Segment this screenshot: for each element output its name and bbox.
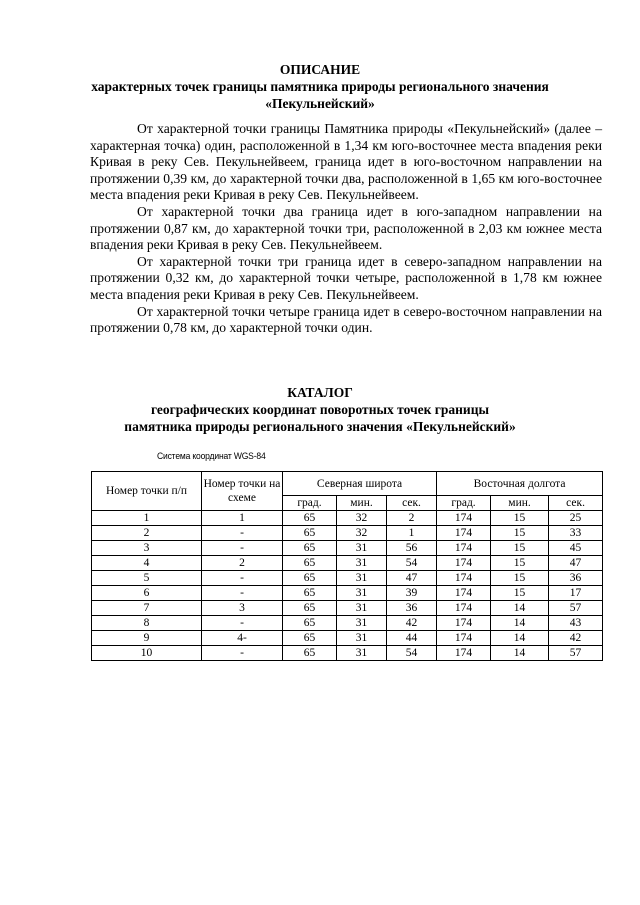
cell-lat-deg: 65 <box>283 616 337 631</box>
cell-lon-deg: 174 <box>437 556 491 571</box>
description-paragraph-2: От характерной точки два граница идет в юго-западном направлении на протяжении 0,87 км, до характерной точки три, расположенной в 2,03 км южнее места впадения реки Кривая в реку Сев. Пекульнейвеем. <box>90 203 602 253</box>
header-north-latitude: Северная широта <box>283 472 437 496</box>
cell-lon-sec: 45 <box>549 541 603 556</box>
cell-lon-min: 15 <box>491 556 549 571</box>
header-lon-sec: сек. <box>549 496 603 511</box>
cell-lon-deg: 174 <box>437 511 491 526</box>
catalog-subtitle-line2: памятника природы регионального значения «Пекульнейский» <box>124 419 516 434</box>
cell-lon-sec: 17 <box>549 586 603 601</box>
cell-lon-deg: 174 <box>437 631 491 646</box>
cell-lat-min: 31 <box>337 541 387 556</box>
cell-lon-sec: 42 <box>549 631 603 646</box>
cell-lat-min: 31 <box>337 601 387 616</box>
cell-lon-min: 15 <box>491 571 549 586</box>
table-row <box>92 556 603 571</box>
cell-lon-deg: 174 <box>437 616 491 631</box>
cell-lat-deg: 65 <box>283 541 337 556</box>
cell-point-number: 7 <box>92 601 202 616</box>
cell-lat-sec: 1 <box>387 526 437 541</box>
cell-lon-min: 14 <box>491 601 549 616</box>
cell-lat-deg: 65 <box>283 571 337 586</box>
cell-lat-min: 32 <box>337 511 387 526</box>
table-row <box>92 541 603 556</box>
cell-lat-deg: 65 <box>283 511 337 526</box>
cell-point-number: 2 <box>92 526 202 541</box>
cell-lon-sec: 47 <box>549 556 603 571</box>
cell-scheme-number: - <box>202 541 283 556</box>
description-subtitle-line2: «Пекульнейский» <box>265 96 375 111</box>
header-lat-min: мин. <box>337 496 387 511</box>
cell-lat-deg: 65 <box>283 631 337 646</box>
cell-lat-sec: 56 <box>387 541 437 556</box>
cell-scheme-number: - <box>202 586 283 601</box>
cell-lat-min: 31 <box>337 646 387 661</box>
cell-lon-deg: 174 <box>437 541 491 556</box>
cell-scheme-number: 4- <box>202 631 283 646</box>
cell-scheme-number: - <box>202 571 283 586</box>
cell-lon-sec: 33 <box>549 526 603 541</box>
cell-lat-sec: 54 <box>387 556 437 571</box>
description-title: ОПИСАНИЕ <box>279 62 361 77</box>
cell-lon-min: 15 <box>491 586 549 601</box>
cell-point-number: 4 <box>92 556 202 571</box>
table-header-row <box>92 472 603 496</box>
header-point-number: Номер точки п/п <box>92 472 202 511</box>
header-lat-sec: сек. <box>387 496 437 511</box>
cell-lat-deg: 65 <box>283 526 337 541</box>
table-row <box>92 571 603 586</box>
table-row <box>92 526 603 541</box>
cell-lon-deg: 174 <box>437 586 491 601</box>
coordinate-system-label: Система координат WGS-84 <box>157 451 266 462</box>
cell-lat-deg: 65 <box>283 601 337 616</box>
cell-lon-min: 15 <box>491 526 549 541</box>
cell-point-number: 6 <box>92 586 202 601</box>
cell-lat-min: 31 <box>337 631 387 646</box>
cell-scheme-number: - <box>202 526 283 541</box>
coordinates-table <box>91 471 603 661</box>
cell-lat-sec: 47 <box>387 571 437 586</box>
cell-lat-deg: 65 <box>283 556 337 571</box>
table-body <box>92 511 603 661</box>
cell-lon-sec: 43 <box>549 616 603 631</box>
cell-lat-sec: 36 <box>387 601 437 616</box>
cell-scheme-number: 2 <box>202 556 283 571</box>
cell-lat-min: 31 <box>337 586 387 601</box>
description-body <box>90 121 602 337</box>
cell-lon-sec: 57 <box>549 646 603 661</box>
header-east-longitude: Восточная долгота <box>437 472 603 496</box>
cell-lat-sec: 39 <box>387 586 437 601</box>
table-row <box>92 616 603 631</box>
description-subtitle-line1: характерных точек границы памятника природы регионального значения <box>91 79 549 94</box>
description-paragraph-1: От характерной точки границы Памятника природы «Пекульнейский» (далее – характерная точка) один, расположенной в 1,34 км юго-восточнее места впадения реки Кривая в реку Сев. Пекульнейвеем, граница идет в юго-восточном направлении на протяжении 0,39 км, до характерной точки два, расположенной в 1,65 км юго-восточнее места впадения реки Кривая в реку Сев. Пекульнейвеем. <box>90 121 602 203</box>
description-paragraph-3: От характерной точки три граница идет в северо-западном направлении на протяжении 0,32 км, до характерной точки четыре, расположенной в 1,78 км южнее места впадения реки Кривая в реку Сев. Пекульнейвеем. <box>90 253 602 302</box>
cell-scheme-number: - <box>202 646 283 661</box>
cell-lat-min: 31 <box>337 616 387 631</box>
cell-scheme-number: 1 <box>202 511 283 526</box>
cell-point-number: 5 <box>92 571 202 586</box>
cell-point-number: 8 <box>92 616 202 631</box>
catalog-subtitle-line1: географических координат поворотных точек границы <box>150 402 490 417</box>
cell-lon-min: 14 <box>491 616 549 631</box>
cell-scheme-number: 3 <box>202 601 283 616</box>
table-row <box>92 601 603 616</box>
cell-lon-sec: 25 <box>549 511 603 526</box>
cell-lon-deg: 174 <box>437 526 491 541</box>
cell-lon-min: 15 <box>491 511 549 526</box>
catalog-title: КАТАЛОГ <box>287 385 353 400</box>
header-lat-deg: град. <box>283 496 337 511</box>
cell-lon-min: 14 <box>491 631 549 646</box>
cell-lon-min: 14 <box>491 646 549 661</box>
table-row <box>92 631 603 646</box>
header-lon-deg: град. <box>437 496 491 511</box>
cell-lat-min: 31 <box>337 556 387 571</box>
cell-point-number: 3 <box>92 541 202 556</box>
cell-lat-sec: 54 <box>387 646 437 661</box>
cell-scheme-number: - <box>202 616 283 631</box>
description-paragraph-4: От характерной точки четыре граница идет в северо-восточном направлении на протяжении 0,78 км, до характерной точки один. <box>90 303 602 336</box>
cell-lon-min: 15 <box>491 541 549 556</box>
cell-lon-sec: 57 <box>549 601 603 616</box>
cell-point-number: 9 <box>92 631 202 646</box>
header-lon-min: мин. <box>491 496 549 511</box>
cell-point-number: 1 <box>92 511 202 526</box>
cell-lat-deg: 65 <box>283 586 337 601</box>
cell-point-number: 10 <box>92 646 202 661</box>
header-scheme-number: Номер точки на схеме <box>202 472 283 511</box>
table-row <box>92 511 603 526</box>
cell-lon-deg: 174 <box>437 646 491 661</box>
cell-lon-deg: 174 <box>437 571 491 586</box>
cell-lon-deg: 174 <box>437 601 491 616</box>
cell-lon-sec: 36 <box>549 571 603 586</box>
table-row <box>92 586 603 601</box>
cell-lat-deg: 65 <box>283 646 337 661</box>
cell-lat-sec: 2 <box>387 511 437 526</box>
cell-lat-min: 32 <box>337 526 387 541</box>
table-row <box>92 646 603 661</box>
cell-lat-min: 31 <box>337 571 387 586</box>
cell-lat-sec: 44 <box>387 631 437 646</box>
cell-lat-sec: 42 <box>387 616 437 631</box>
